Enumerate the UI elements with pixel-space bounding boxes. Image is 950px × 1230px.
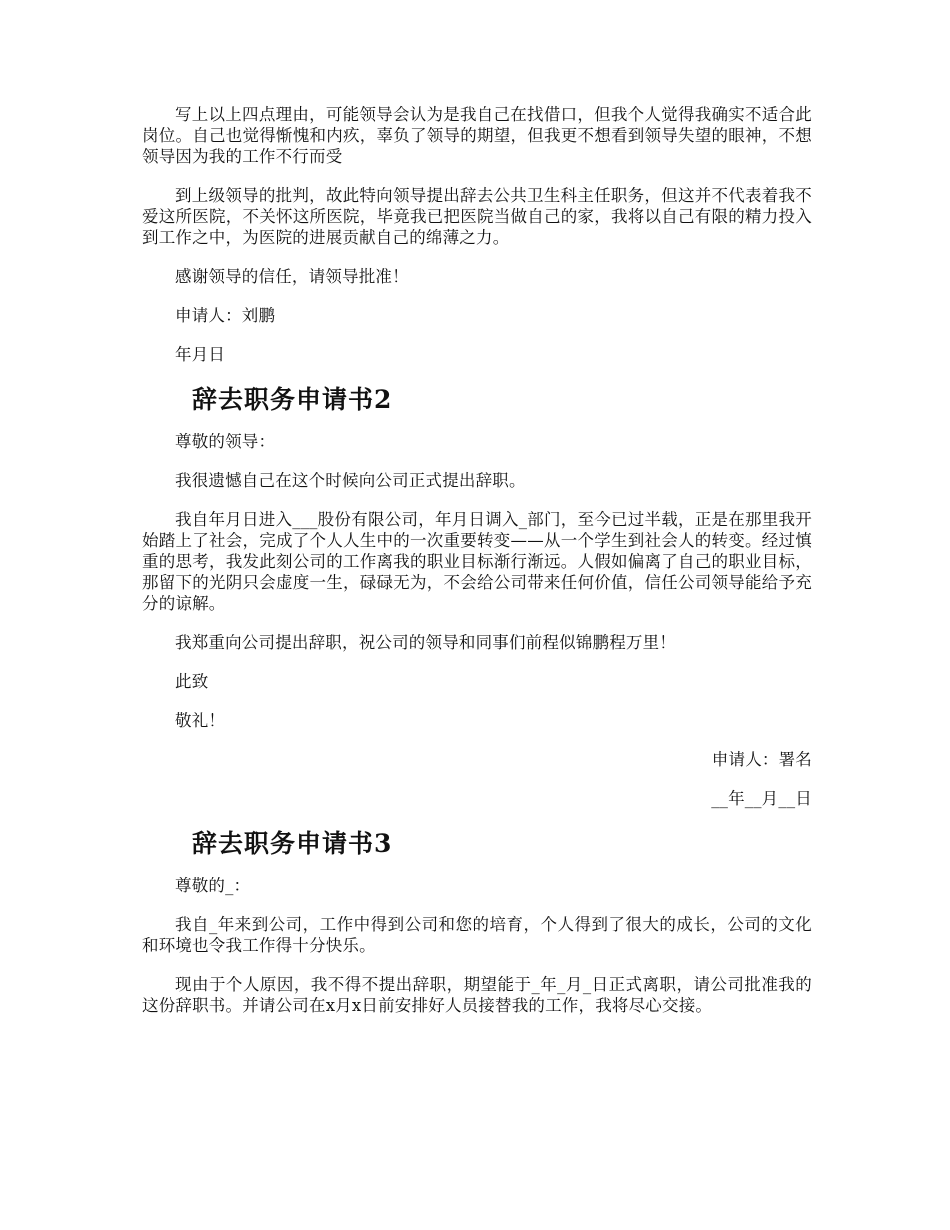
paragraph: 到上级领导的批判，故此特向领导提出辞去公共卫生科主任职务，但这并不代表着我不爱这所医院，不关怀这所医院，毕竟我已把医院当做自己的家，我将以自己有限的精力投入到工作之中，为医院的进展贡献自己的绵薄之力。 (142, 186, 812, 247)
paragraph: 我自年月日进入___股份有限公司，年月日调入_部门，至今已过半载，正是在那里我开始踏上了社会，完成了个人人生中的一次重要转变——从一个学生到社会人的转变。经过慎重的思考，我发此刻公司的工作离我的职业目标渐行渐远。人假如偏离了自己的职业目标，那留下的光阴只会虚度一生，碌碌无为，不会给公司带来任何价值，信任公司领导能给予充分的谅解。 (142, 510, 812, 613)
paragraph: 感谢领导的信任，请领导批准！ (175, 267, 409, 286)
greeting: 尊敬的领导： (175, 432, 276, 451)
applicant-line: 申请人：刘鹏 (175, 306, 276, 325)
document-page (142, 104, 812, 1034)
paragraph: 我很遗憾自己在这个时候向公司正式提出辞职。 (175, 471, 526, 490)
section-heading: 辞去职务申请书3 (192, 829, 393, 858)
signature-line: 申请人：署名 (711, 750, 812, 769)
greeting: 尊敬的_： (175, 876, 251, 895)
paragraph: 我自_年来到公司，工作中得到公司和您的培育，个人得到了很大的成长，公司的文化和环境也令我工作得十分快乐。 (142, 915, 812, 955)
closing-line: 敬礼！ (175, 711, 226, 730)
date-line: 年月日 (175, 345, 226, 364)
date-line: __年__月__日 (711, 789, 812, 808)
section-heading: 辞去职务申请书2 (192, 385, 393, 414)
closing-line: 此致 (175, 672, 209, 691)
paragraph: 现由于个人原因，我不得不提出辞职，期望能于_年_月_日正式离职，请公司批准我的这份辞职书。并请公司在x月x日前安排好人员接替我的工作，我将尽心交接。 (142, 975, 812, 1015)
paragraph: 写上以上四点理由，可能领导会认为是我自己在找借口，但我个人觉得我确实不适合此岗位。自己也觉得惭愧和内疚，辜负了领导的期望，但我更不想看到领导失望的眼神，不想领导因为我的工作不行而受 (142, 105, 812, 166)
paragraph: 我郑重向公司提出辞职，祝公司的领导和同事们前程似锦鹏程万里！ (175, 633, 676, 652)
